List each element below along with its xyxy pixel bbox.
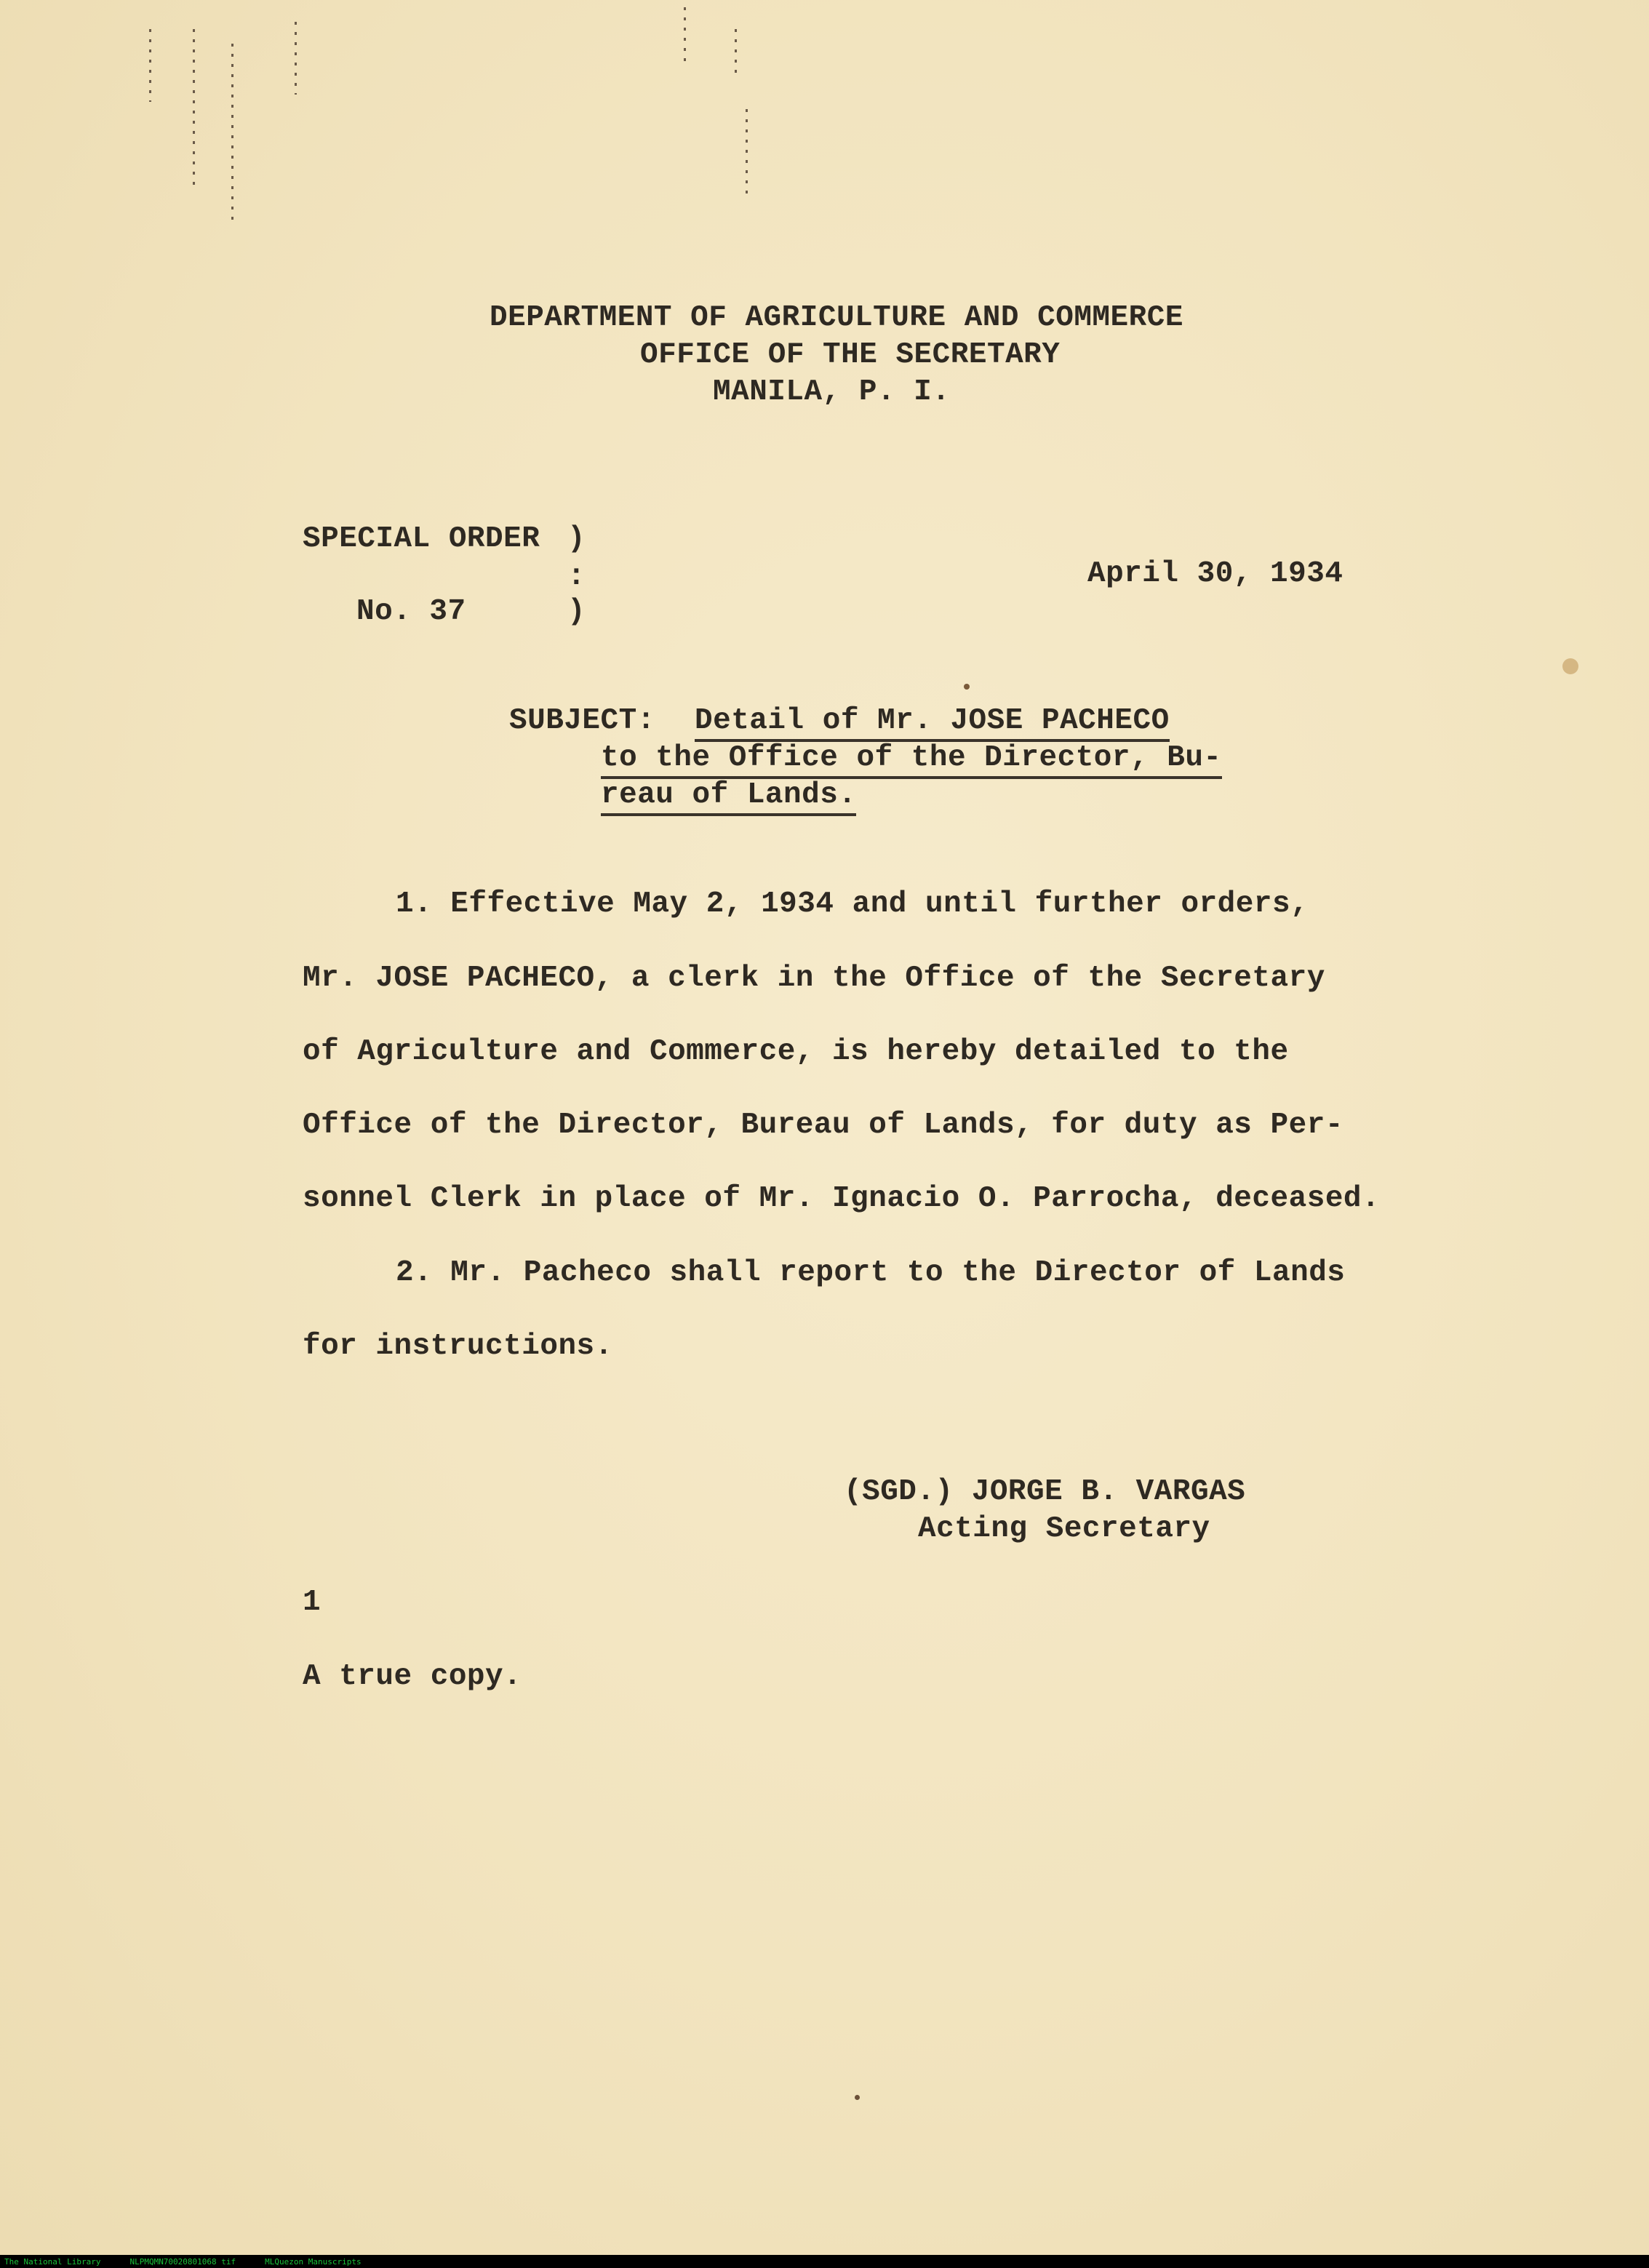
- order-date: April 30, 1934: [1087, 557, 1343, 591]
- subject-line-1: Detail of Mr. JOSE PACHECO: [695, 704, 1170, 742]
- letterhead-office: OFFICE OF THE SECRETARY: [640, 338, 1061, 372]
- letterhead-department: DEPARTMENT OF AGRICULTURE AND COMMERCE: [490, 301, 1183, 335]
- margin-dot-marks: [746, 109, 748, 196]
- special-order-paren-bottom: ): [567, 595, 586, 628]
- stain-spot: [1562, 658, 1578, 674]
- margin-dot-marks: [295, 22, 297, 95]
- special-order-number: No. 37: [356, 595, 466, 628]
- special-order-paren-top: ): [567, 522, 586, 556]
- signature-title: Acting Secretary: [918, 1512, 1210, 1546]
- margin-dot-marks: [735, 29, 737, 73]
- stain-spot: [964, 684, 970, 690]
- margin-dot-marks: [149, 29, 151, 102]
- footer-collection: MLQuezon Manuscripts: [265, 2256, 362, 2267]
- paragraph-1-line-3: of Agriculture and Commerce, is hereby detailed to the: [303, 1035, 1289, 1069]
- footer-file-name: NLPMQMN70020801068 tif: [129, 2256, 236, 2267]
- paragraph-2-line-2: for instructions.: [303, 1330, 613, 1363]
- paragraph-2-line-1: 2. Mr. Pacheco shall report to the Director of Lands: [396, 1256, 1346, 1290]
- archive-footer: [0, 2255, 1649, 2268]
- paragraph-1-line-2: Mr. JOSE PACHECO, a clerk in the Office of the Secretary: [303, 962, 1325, 995]
- true-copy-note: A true copy.: [303, 1660, 522, 1693]
- special-order-colon: :: [567, 560, 586, 594]
- margin-dot-marks: [231, 44, 233, 225]
- footer-library: The National Library: [4, 2256, 101, 2267]
- special-order-label: SPECIAL ORDER: [303, 522, 540, 556]
- paragraph-1-line-1: 1. Effective May 2, 1934 and until further orders,: [396, 887, 1309, 921]
- page-mark: 1: [303, 1586, 322, 1619]
- margin-dot-marks: [684, 7, 686, 65]
- paragraph-1-line-4: Office of the Director, Bureau of Lands, for duty as Per-: [303, 1109, 1343, 1142]
- signature-name: (SGD.) JORGE B. VARGAS: [844, 1475, 1246, 1509]
- paragraph-1-line-5: sonnel Clerk in place of Mr. Ignacio O. Parrocha, deceased.: [303, 1182, 1381, 1215]
- subject-label: SUBJECT:: [509, 704, 655, 738]
- subject-line-2: to the Office of the Director, Bu-: [601, 741, 1222, 779]
- margin-dot-marks: [193, 29, 195, 189]
- subject-line-3: reau of Lands.: [601, 778, 856, 816]
- stain-spot: [855, 2095, 860, 2100]
- letterhead-location: MANILA, P. I.: [713, 375, 951, 409]
